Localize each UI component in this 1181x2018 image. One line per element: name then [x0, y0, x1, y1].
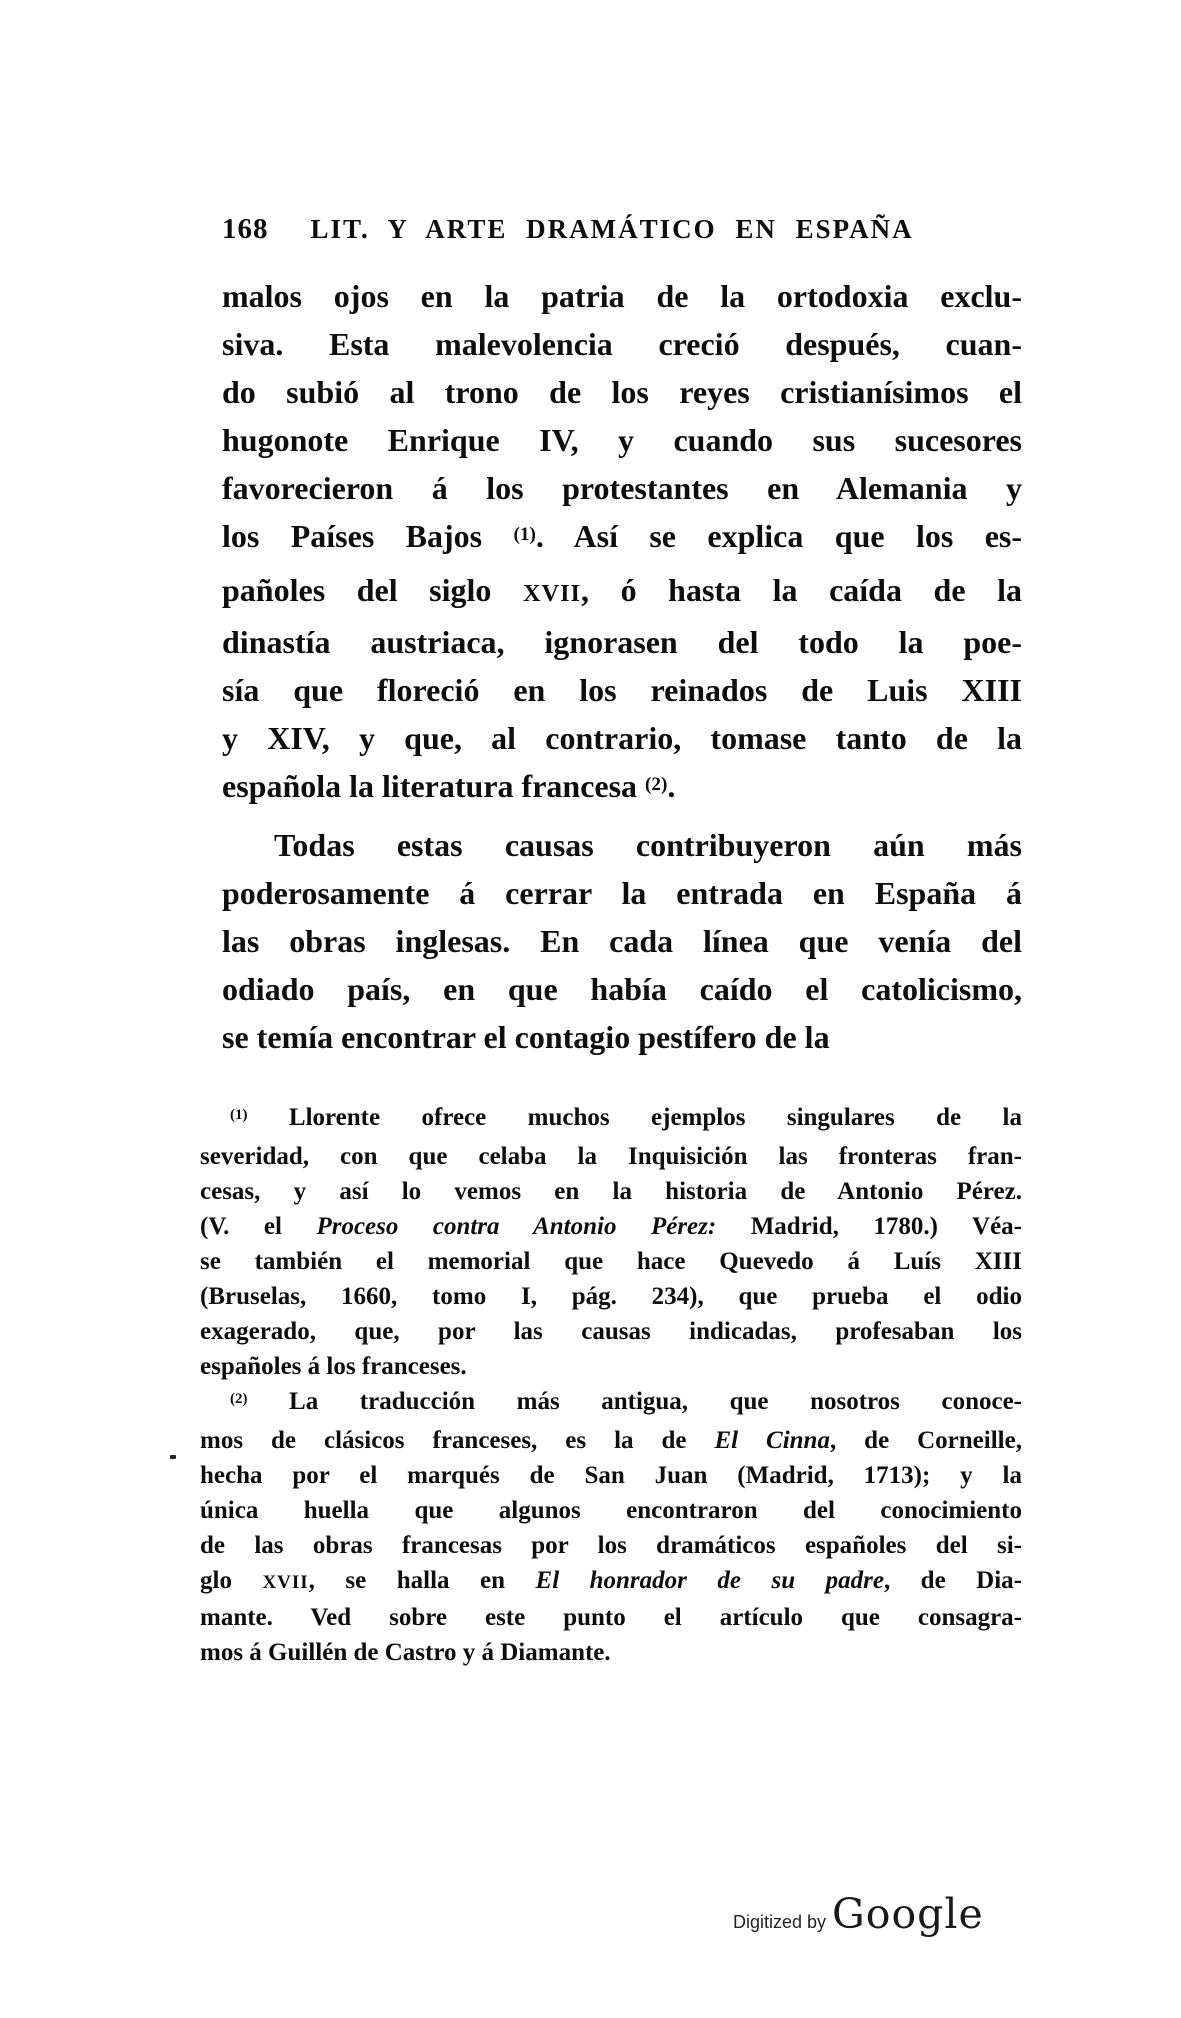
- text-line: do subió al trono de los reyes cristianísimos el: [222, 374, 1022, 410]
- text-line: sía que floreció en los reinados de Luis XIII: [222, 672, 1022, 708]
- main-text-block: [222, 272, 1022, 1061]
- text-line: favorecieron á los protestantes en Alemania y: [222, 470, 1022, 506]
- text-line: odiado país, en que había caído el catolicismo,: [222, 971, 1022, 1007]
- scan-artifact-dot: [170, 1455, 176, 1459]
- text-line: se también el memorial que hace Quevedo á Luís XIII: [200, 1248, 1022, 1275]
- paragraph: [200, 1384, 1022, 1670]
- text-line: glo XVII, se halla en El honrador de su padre, de Dia-: [200, 1567, 1022, 1594]
- paragraph: [222, 821, 1022, 1061]
- watermark-prefix-label: Digitized by: [733, 1912, 827, 1932]
- text-line: mos á Guillén de Castro y á Diamante.: [200, 1639, 611, 1666]
- text-line: malos ojos en la patria de la ortodoxia exclu-: [222, 278, 1022, 314]
- page-number: 168: [222, 213, 269, 245]
- text-line: hecha por el marqués de San Juan (Madrid, 1713); y la: [200, 1462, 1022, 1489]
- text-line: severidad, con que celaba la Inquisición las fronteras fran-: [200, 1143, 1022, 1170]
- digitized-by-google-watermark: [733, 1890, 984, 1938]
- text-line: mos de clásicos franceses, es la de El Cinna, de Corneille,: [200, 1427, 1022, 1454]
- paragraph: [222, 272, 1022, 816]
- text-line: (V. el Proceso contra Antonio Pérez: Madrid, 1780.) Véa-: [200, 1213, 1022, 1240]
- text-line: hugonote Enrique IV, y cuando sus sucesores: [222, 422, 1022, 458]
- text-line: española la literatura francesa $^{(2)}$.: [222, 768, 676, 804]
- text-line: $^{(1)}$ Llorente ofrece muchos ejemplos singulares de la: [230, 1104, 1022, 1131]
- running-title: LIT. Y ARTE DRAMÁTICO EN ESPAÑA: [310, 214, 914, 244]
- text-line: poderosamente á cerrar la entrada en España á: [222, 875, 1022, 911]
- text-line: los Países Bajos $^{(1)}$. Así se explica que los es-: [222, 518, 1023, 554]
- text-line: se temía encontrar el contagio pestífero de la: [222, 1019, 830, 1055]
- text-line: dinastía austriaca, ignorasen del todo la poe-: [222, 624, 1022, 660]
- text-line: pañoles del siglo XVII, ó hasta la caída de la: [222, 572, 1022, 608]
- text-line: exagerado, que, por las causas indicadas, profesaban los: [200, 1318, 1022, 1345]
- google-logo: Google: [832, 1890, 984, 1938]
- text-line: única huella que algunos encontraron del conocimiento: [200, 1497, 1022, 1524]
- text-line: Todas estas causas contribuyeron aún más: [274, 827, 1022, 863]
- footnotes-block: [200, 1100, 1022, 1670]
- text-line: y XIV, y que, al contrario, tomase tanto de la: [222, 720, 1022, 756]
- text-line: las obras inglesas. En cada línea que venía del: [222, 923, 1022, 959]
- text-line: españoles á los franceses.: [200, 1353, 467, 1380]
- text-line: $^{(2)}$ La traducción más antigua, que nosotros conoce-: [230, 1388, 1022, 1415]
- text-line: siva. Esta malevolencia creció después, cuan-: [222, 326, 1022, 362]
- paragraph: [200, 1100, 1022, 1384]
- text-line: (Bruselas, 1660, tomo I, pág. 234), que prueba el odio: [200, 1283, 1022, 1310]
- page-content-column: [222, 213, 1022, 1061]
- text-line: cesas, y así lo vemos en la historia de Antonio Pérez.: [200, 1178, 1022, 1205]
- running-header: [222, 213, 1022, 246]
- text-line: mante. Ved sobre este punto el artículo que consagra-: [200, 1604, 1022, 1631]
- text-line: de las obras francesas por los dramáticos españoles del si-: [200, 1532, 1022, 1559]
